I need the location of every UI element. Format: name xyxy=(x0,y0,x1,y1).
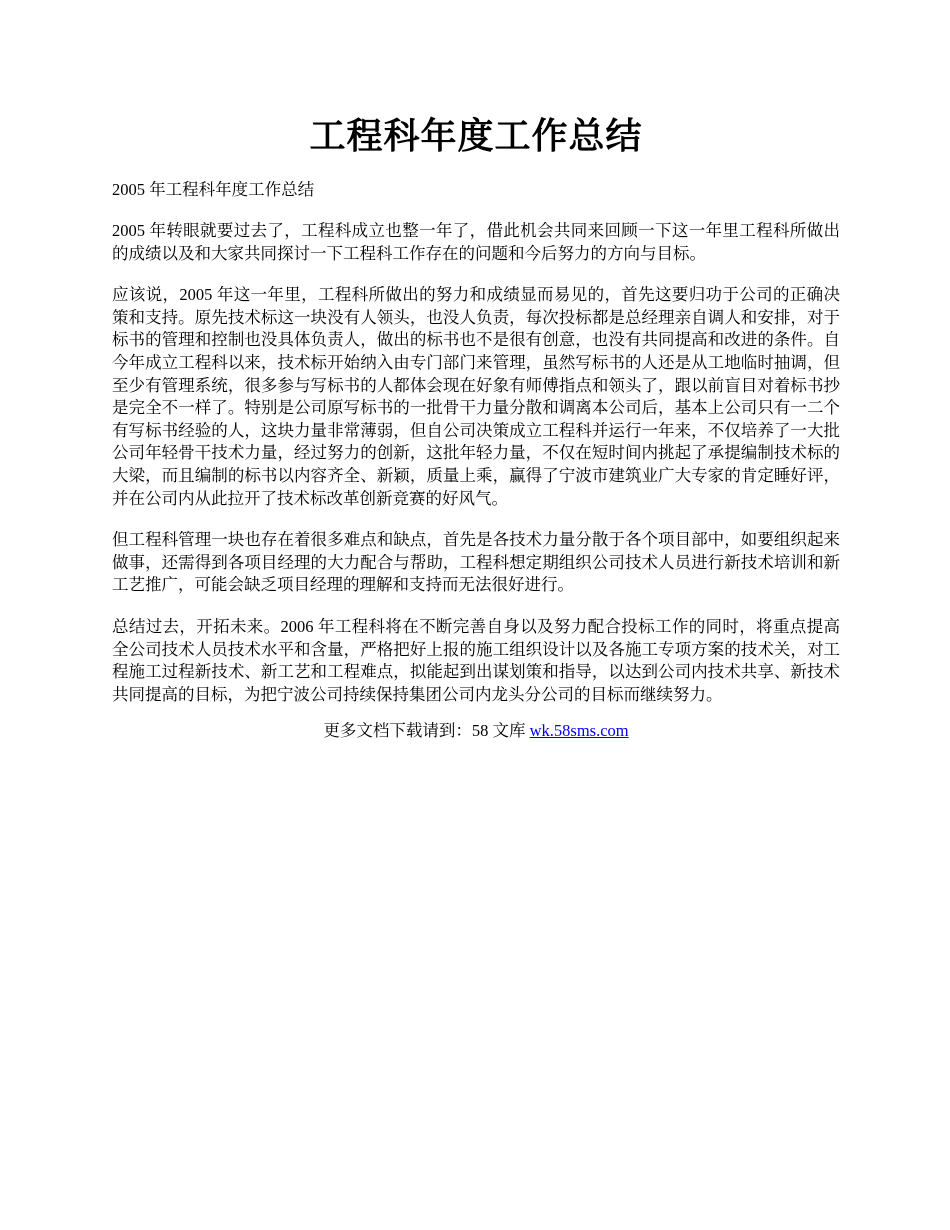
footer-link[interactable]: wk.58sms.com xyxy=(529,721,629,741)
document-title: 工程科年度工作总结 xyxy=(309,116,643,156)
paragraph-problems: 但工程科管理一块也存在着很多难点和缺点，首先是各技术力量分散于各个项目部中，如要组织起来做事，还需得到各项目经理的大力配合与帮助，工程科想定期组织公司技术人员进行新技术培训和新工艺推广，可能会缺乏项目经理的理解和支持而无法很好进行。 xyxy=(112,530,840,595)
paragraph-outlook: 总结过去，开拓未来。2006 年工程科将在不断完善自身以及努力配合投标工作的同时，将重点提高全公司技术人员技术水平和含量，严格把好上报的施工组织设计以及各施工专项方案的技术关，对工程施工过程新技术、新工艺和工程难点，拟能起到出谋划策和指导，以达到公司内技术共享、新技术共同提高的目标，为把宁波公司持续保持集团公司内龙头分公司的目标而继续努力。 xyxy=(112,616,840,704)
footer-text: 更多文档下载请到：58 文库 xyxy=(323,721,530,741)
document-subtitle: 2005 年工程科年度工作总结 xyxy=(112,180,315,199)
paragraph-intro: 2005 年转眼就要过去了，工程科成立也整一年了，借此机会共同来回顾一下这一年里工程科所做出的成绩以及和大家共同探讨一下工程科工作存在的问题和今后努力的方向与目标。 xyxy=(112,221,840,263)
document-page xyxy=(112,112,840,742)
paragraph-achievements: 应该说，2005 年这一年里，工程科所做出的努力和成绩显而易见的，首先这要归功于公司的正确决策和支持。原先技术标这一块没有人领头，也没人负责，每次投标都是总经理亲自调人和安排，对于标书的管理和控制也没具体负责人，做出的标书也不是很有创意，也没有共同提高和改进的条件。自今年成立工程科以来，技术标开始纳入由专门部门来管理，虽然写标书的人还是从工地临时抽调，但至少有管理系统，很多参与写标书的人都体会现在好象有师傅指点和领头了，跟以前盲目对着标书抄是完全不一样了。特别是公司原写标书的一批骨干力量分散和调离本公司后，基本上公司只有一二个有写标书经验的人，这块力量非常薄弱，但自公司决策成立工程科并运行一年来，不仅培养了一大批公司年轻骨干技术力量，经过努力的创新，这批年轻力量，不仅在短时间内挑起了承提编制技术标的大梁，而且编制的标书以内容齐全、新颖，质量上乘，赢得了宁波市建筑业广大专家的肯定睡好评，并在公司内从此拉开了技术标改革创新竞赛的好风气。 xyxy=(112,285,840,508)
download-footer xyxy=(112,720,840,742)
